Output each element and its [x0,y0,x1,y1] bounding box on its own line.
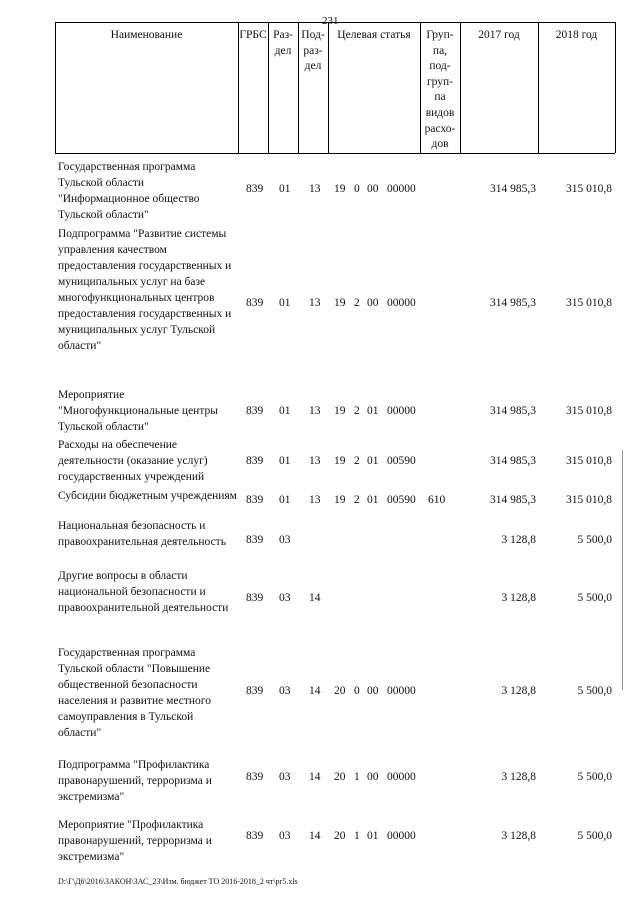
cell-name: Подпрограмма "Развитие системы управления качеством предоставления государственных и муниципальных услуг на базе многофункциональных центров предоставления государственных и муниципальных услуг Тульской области" [58,228,232,352]
cell-target-subprogram: 1 [354,771,360,783]
cell-target-event: 00 [367,771,379,783]
cell-podrazdel: 13 [309,455,321,467]
cell-target-subprogram: 2 [354,455,360,467]
cell-2017: 3 128,8 [501,830,536,842]
cell-2017: 3 128,8 [501,592,536,604]
cell-2017: 3 128,8 [501,534,536,546]
cell-name: Мероприятие "Профилактика правонарушений, терроризма и экстремизма" [58,819,212,863]
cell-target-event: 01 [367,494,379,506]
cell-grbs: 839 [246,685,264,697]
cell-2018: 315 010,8 [566,455,612,467]
cell-target-subprogram: 2 [354,297,360,309]
cell-name: Мероприятие "Многофункциональные центры Тульской области" [58,389,218,433]
cell-target-event: 01 [367,455,379,467]
cell-2017: 314 985,3 [490,494,536,506]
cell-name: Субсидии бюджетным учреждениям [58,490,237,502]
cell-target-direction: 00590 [387,494,416,506]
cell-target-direction: 00000 [387,297,416,309]
cell-razdel: 01 [279,297,291,309]
cell-2018: 315 010,8 [566,405,612,417]
cell-2017: 314 985,3 [490,297,536,309]
cell-target-direction: 00000 [387,685,416,697]
cell-podrazdel: 14 [309,771,321,783]
cell-podrazdel: 14 [309,830,321,842]
cell-razdel: 03 [279,771,291,783]
cell-2018: 5 500,0 [577,534,612,546]
cell-expense-group: 610 [428,494,446,506]
cell-name: Государственная программа Тульской области "Повышение общественной безопасности населения и развитие местного самоуправления в Тульской области" [58,647,211,739]
cell-target-direction: 00000 [387,830,416,842]
cell-2018: 5 500,0 [577,830,612,842]
header-razdel: Раз- дел [273,29,293,57]
page-number: 231 [322,15,339,27]
cell-razdel: 01 [279,455,291,467]
cell-razdel: 03 [279,534,291,546]
cell-target-program: 19 [334,405,346,417]
cell-target-program: 19 [334,455,346,467]
header-target: Целевая статья [337,29,411,41]
cell-2018: 5 500,0 [577,592,612,604]
cell-target-event: 00 [367,685,379,697]
cell-podrazdel: 13 [309,494,321,506]
header-name: Наименование [110,29,183,41]
cell-target-subprogram: 2 [354,494,360,506]
cell-name: Другие вопросы в области национальной безопасности и правоохранительной деятельности [58,570,229,614]
cell-podrazdel: 13 [309,297,321,309]
cell-podrazdel: 13 [309,405,321,417]
header-2018: 2018 год [555,29,598,41]
cell-target-direction: 00000 [387,771,416,783]
cell-target-event: 00 [367,297,379,309]
cell-2017: 314 985,3 [490,183,536,195]
cell-grbs: 839 [246,534,264,546]
cell-grbs: 839 [246,455,264,467]
header-podrazdel: Под- раз- дел [301,29,325,73]
cell-target-direction: 00000 [387,405,416,417]
cell-2018: 315 010,8 [566,297,612,309]
cell-target-program: 19 [334,494,346,506]
cell-2018: 315 010,8 [566,183,612,195]
cell-razdel: 03 [279,592,291,604]
header-2017: 2017 год [478,29,520,41]
cell-razdel: 01 [279,494,291,506]
cell-2017: 3 128,8 [501,685,536,697]
cell-grbs: 839 [246,183,264,195]
cell-2017: 314 985,3 [490,455,536,467]
cell-target-program: 20 [334,771,346,783]
header-grbs: ГРБС [239,29,267,41]
cell-2017: 314 985,3 [490,405,536,417]
cell-target-subprogram: 2 [354,405,360,417]
cell-razdel: 03 [279,830,291,842]
cell-razdel: 01 [279,183,291,195]
cell-target-event: 01 [367,830,379,842]
cell-grbs: 839 [246,771,264,783]
cell-name: Расходы на обеспечение деятельности (оказание услуг) государственных учреждений [58,439,208,483]
cell-target-event: 00 [367,183,379,195]
cell-grbs: 839 [246,494,264,506]
cell-target-direction: 00000 [387,183,416,195]
cell-razdel: 03 [279,685,291,697]
cell-name: Подпрограмма "Профилактика правонарушений, терроризма и экстремизма" [58,759,212,803]
cell-2018: 5 500,0 [577,685,612,697]
cell-target-event: 01 [367,405,379,417]
file-path-footer: D:\Г\Д6\2016\ЗАКОН\ЗАС_23\Изм. бюджет ТО 2016-2018_2 чт\pr5.xls [58,877,298,886]
header-group: Груп- па, под- груп- па видов расхо- дов [424,29,456,151]
cell-target-subprogram: 1 [354,830,360,842]
cell-target-direction: 00590 [387,455,416,467]
cell-2018: 5 500,0 [577,771,612,783]
cell-name: Государственная программа Тульской области "Информационное общество Тульской области" [58,161,200,221]
cell-target-program: 20 [334,685,346,697]
cell-target-subprogram: 0 [354,183,360,195]
cell-grbs: 839 [246,405,264,417]
cell-grbs: 839 [246,297,264,309]
cell-podrazdel: 14 [309,592,321,604]
cell-podrazdel: 14 [309,685,321,697]
cell-podrazdel: 13 [309,183,321,195]
cell-name: Национальная безопасность и правоохранительная деятельность [58,520,226,548]
cell-grbs: 839 [246,592,264,604]
cell-target-program: 20 [334,830,346,842]
page-edge [622,450,623,690]
cell-target-subprogram: 0 [354,685,360,697]
cell-2017: 3 128,8 [501,771,536,783]
cell-target-program: 19 [334,297,346,309]
cell-grbs: 839 [246,830,264,842]
cell-razdel: 01 [279,405,291,417]
cell-target-program: 19 [334,183,346,195]
cell-2018: 315 010,8 [566,494,612,506]
